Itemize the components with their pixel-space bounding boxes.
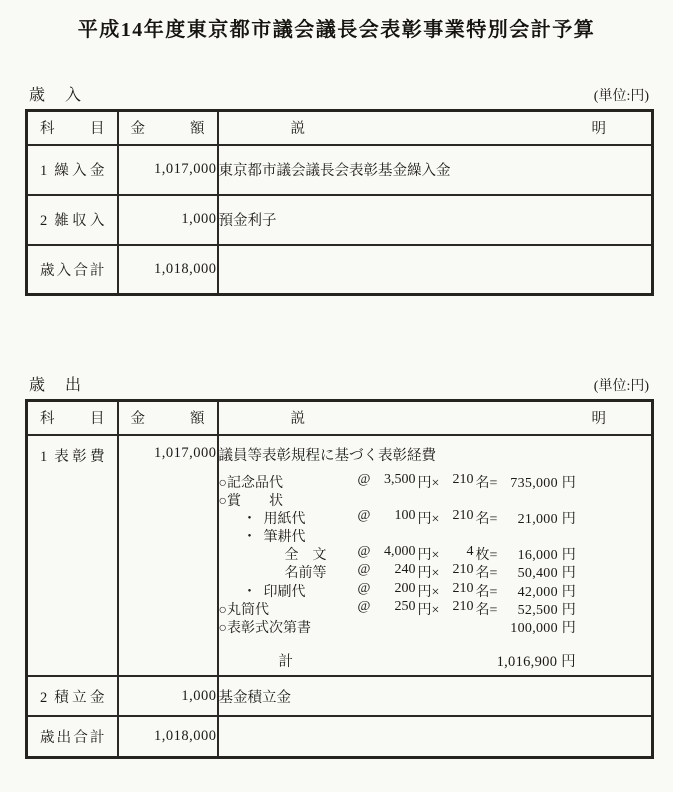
item-cell: 歳出合計 <box>27 716 118 757</box>
item-cell: 1 繰入金 <box>27 145 118 195</box>
item-cell: 2 雑収入 <box>27 195 118 245</box>
revenue-header-row <box>27 111 653 145</box>
revenue-row-misc-income <box>27 195 653 245</box>
expense-row-total <box>27 716 653 757</box>
expense-col-header-amount: 金額 <box>118 401 218 435</box>
revenue-col-header-description: 説明 <box>218 111 653 145</box>
expense-row-commendation <box>27 435 653 677</box>
detail-line-printing: ・ 印刷代 @ 200 円× 210 名= 42,000 円 <box>242 580 576 600</box>
revenue-section-label: 歳 入 <box>29 87 84 104</box>
item-cell: 歳入合計 <box>27 245 118 295</box>
detail-line-calligraphy: ・ 筆耕代 <box>219 526 652 544</box>
subtotal-amount: 1,016,900 円 <box>496 654 576 671</box>
revenue-section <box>25 82 651 296</box>
expense-row-reserve <box>27 676 653 716</box>
expense-col-header-item: 科目 <box>27 401 118 435</box>
bullet-icon: ・ <box>242 530 257 546</box>
detail-line-certificate: ○賞 状 <box>218 493 283 509</box>
description-cell <box>218 716 653 757</box>
item-cell: 1 表彰費 <box>27 435 118 677</box>
revenue-unit-label: (単位:円) <box>593 89 649 104</box>
expense-header-row <box>27 401 653 435</box>
description-cell: 預金利子 <box>218 195 653 245</box>
expense-table <box>25 399 654 759</box>
revenue-row-total <box>27 245 653 295</box>
revenue-row-transfer-in <box>27 145 653 195</box>
detail-line-tube: ○丸筒代 @ 250 円× 210 名= 52,500 円 <box>218 598 576 618</box>
expense-section-label: 歳 出 <box>29 377 84 394</box>
description-cell <box>218 245 653 295</box>
revenue-table <box>25 109 654 296</box>
subtotal-label: 計 <box>278 654 293 671</box>
revenue-col-header-item: 科目 <box>27 111 118 145</box>
description-cell: 基金積立金 <box>218 676 653 716</box>
expense-description-heading: 議員等表彰規程に基づく表彰経費 <box>218 447 436 464</box>
expense-caption-row <box>29 372 649 395</box>
detail-line-souvenir: ○記念品代 @ 3,500 円× 210 名= 735,000 円 <box>218 471 576 491</box>
revenue-caption-row <box>29 82 649 105</box>
amount-cell: 1,018,000 <box>118 716 218 757</box>
detail-line-program: ○表彰式次第書 100,000 円 <box>218 621 576 636</box>
bullet-icon: ・ <box>242 511 257 527</box>
expense-subtotal-line <box>219 650 652 670</box>
item-cell: 2 積立金 <box>27 676 118 716</box>
detail-line-fulltext: 全 文 @ 4,000 円× 4 枚= 16,000 円 <box>284 544 576 564</box>
expense-col-header-description: 説明 <box>218 401 653 435</box>
expense-section <box>25 372 651 759</box>
detail-line-names: 名前等 @ 240 円× 210 名= 50,400 円 <box>284 562 576 582</box>
amount-cell: 1,017,000 <box>118 435 218 677</box>
amount-cell: 1,018,000 <box>118 245 218 295</box>
amount-cell: 1,017,000 <box>118 145 218 195</box>
expense-detail-lines <box>219 472 652 636</box>
revenue-col-header-amount: 金額 <box>118 111 218 145</box>
amount-cell: 1,000 <box>118 195 218 245</box>
page-title: 平成14年度東京都市議会議長会表彰事業特別会計予算 <box>77 19 596 41</box>
expense-unit-label: (単位:円) <box>593 379 649 394</box>
description-cell <box>218 435 653 677</box>
description-cell: 東京都市議会議長会表彰基金繰入金 <box>218 145 653 195</box>
detail-line-paper: ・ 用紙代 @ 100 円× 210 名= 21,000 円 <box>242 507 576 527</box>
amount-cell: 1,000 <box>118 676 218 716</box>
bullet-icon: ・ <box>242 584 257 600</box>
